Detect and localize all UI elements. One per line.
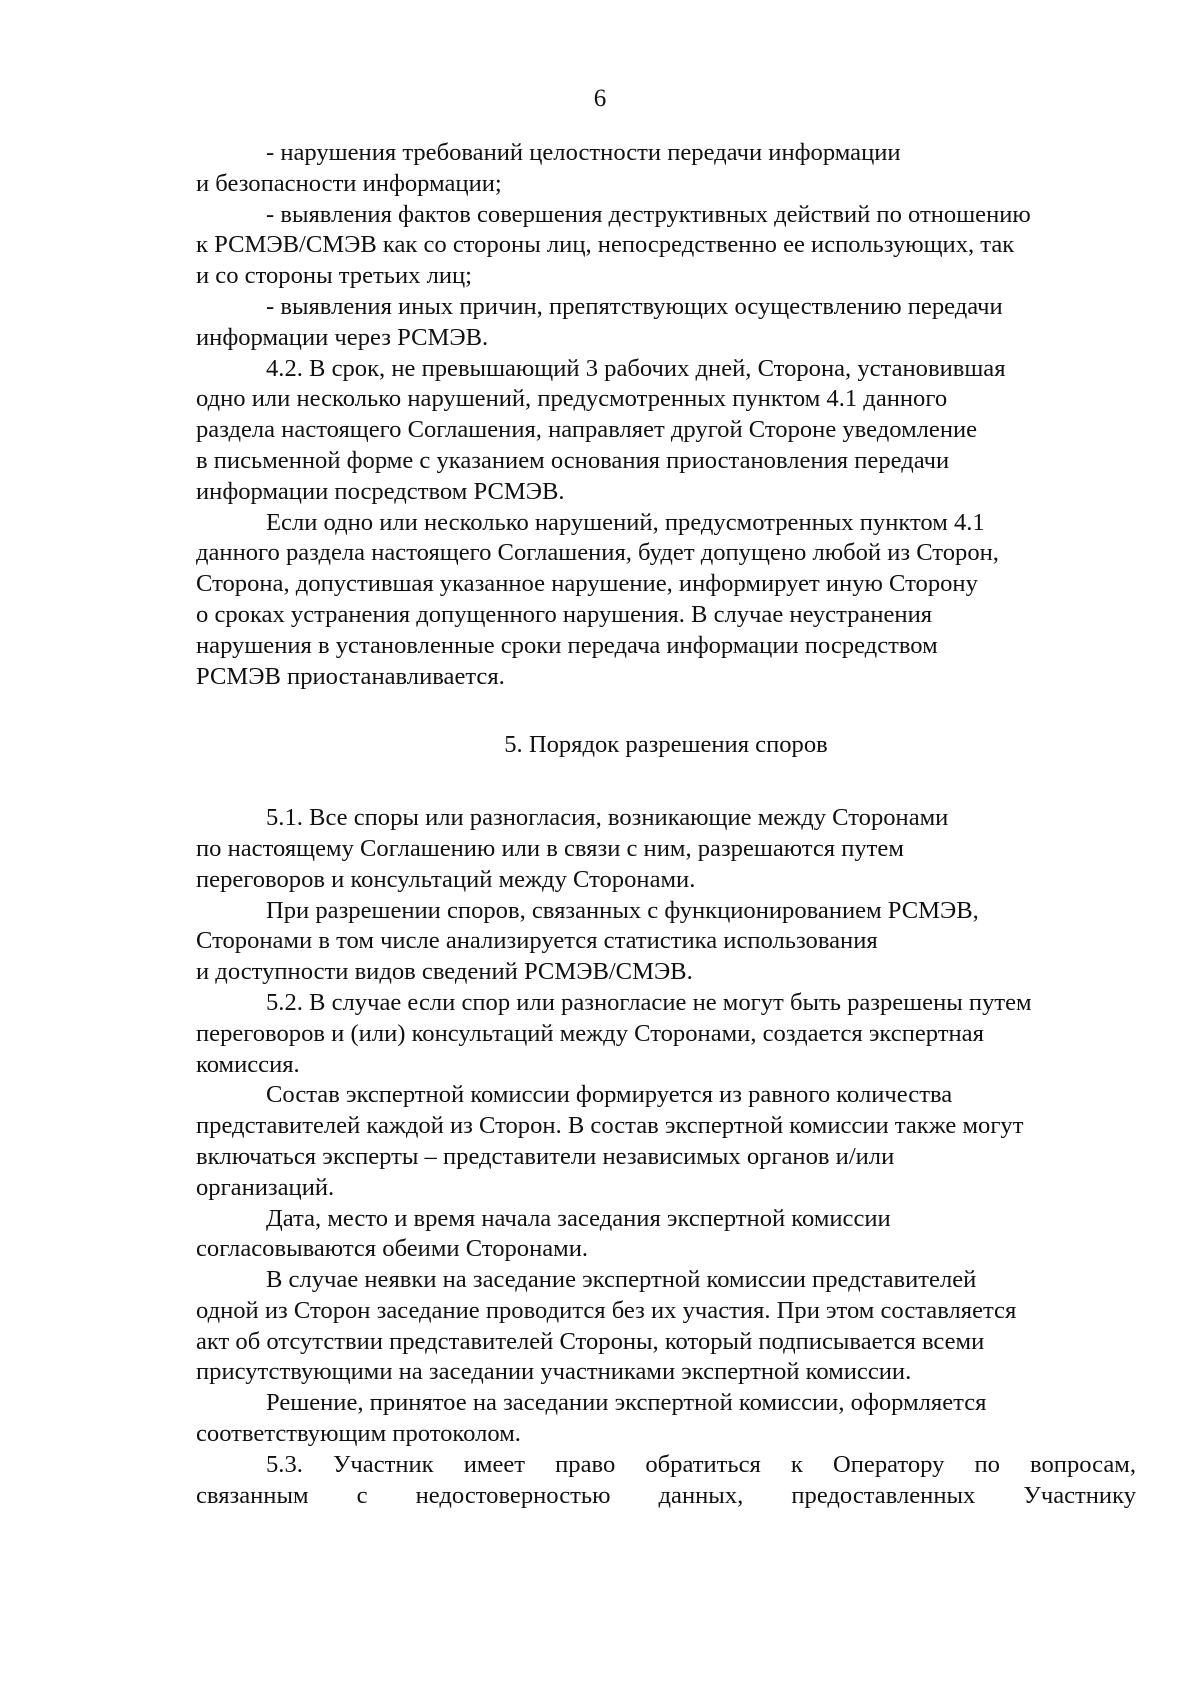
paragraph: В случае неявки на заседание экспертной комиссии представителей одной из Сторон заседание проводится без их участия. При этом составляется акт об отсутствии представителей Стороны, который подписывается всеми присутствующими на заседании участниками экспертной комиссии. <box>196 1266 1017 1386</box>
paragraph: Если одно или несколько нарушений, предусмотренных пунктом 4.1 данного раздела настоящего Соглашения, будет допущено любой из Сторон, Сторона, допустившая указанное нарушение, информирует иную Сторону о сроках устранения допущенного нарушения. В случае неустранения нарушения в установленные сроки передача информации посредством РСМЭВ приостанавливается. <box>196 508 999 690</box>
paragraph: - нарушения требований целостности передачи информации и безопасности информации; <box>196 139 901 197</box>
paragraph: 5.3. Участник имеет право обратиться к Оператору по вопросам, связанным с недостоверностью данных, предоставленных Участнику <box>196 1450 1136 1509</box>
paragraph: 4.2. В срок, не превышающий 3 рабочих дней, Сторона, установившая одно или несколько нарушений, предусмотренных пунктом 4.1 данного раздела настоящего Соглашения, направляет другой Стороне уведомление в письменной форме с указанием основания приостановления передачи информации посредством РСМЭВ. <box>196 354 1006 505</box>
page-number: 6 <box>593 85 607 112</box>
paragraph: Состав экспертной комиссии формируется из равного количества представителей каждой из Сторон. В состав экспертной комиссии также могут включаться эксперты – представители независимых органов и/или организаций. <box>196 1081 1024 1201</box>
paragraph: При разрешении споров, связанных с функционированием РСМЭВ, Сторонами в том числе анализируется статистика использования и доступности видов сведений РСМЭВ/СМЭВ. <box>196 896 979 986</box>
paragraph: - выявления иных причин, препятствующих осуществлению передачи информации через РСМЭВ. <box>196 292 1003 351</box>
paragraph: Решение, принятое на заседании экспертной комиссии, оформляется соответствующим протоколом. <box>196 1389 987 1448</box>
paragraph: - выявления фактов совершения деструктивных действий по отношению к РСМЭВ/СМЭВ как со стороны лиц, непосредственно ее использующих, так и со стороны третьих лиц; <box>196 200 1031 290</box>
document-body <box>196 138 1136 1511</box>
paragraph: 5.2. В случае если спор или разногласие не могут быть разрешены путем переговоров и (или) консультаций между Сторонами, создается экспертная комиссия. <box>196 988 1032 1078</box>
paragraph: 5.1. Все споры или разногласия, возникающие между Сторонами по настоящему Соглашению или в связи с ним, разрешаются путем переговоров и консультаций между Сторонами. <box>196 804 949 893</box>
paragraph: Дата, место и время начала заседания экспертной комиссии согласовываются обеими Сторонами. <box>196 1204 891 1263</box>
section-heading: 5. Порядок разрешения споров <box>504 731 828 759</box>
